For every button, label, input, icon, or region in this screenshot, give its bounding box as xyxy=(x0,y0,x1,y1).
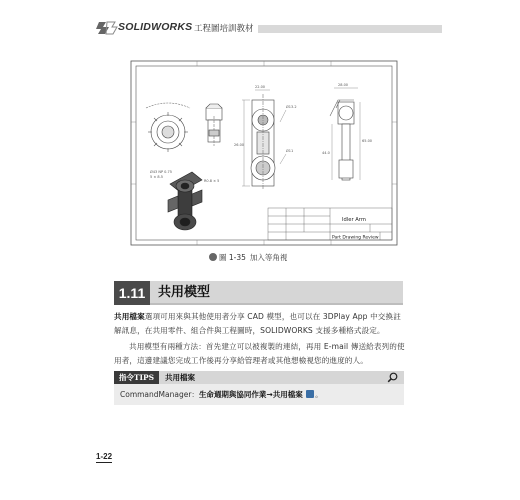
svg-text:5 × 8.5: 5 × 8.5 xyxy=(150,175,163,179)
header-brand: SOLIDWORKS xyxy=(118,21,193,33)
tips-tag: 指令TIPS xyxy=(114,371,159,384)
section-view xyxy=(251,94,275,190)
title-block-part-name: Idler Arm xyxy=(342,217,366,223)
page-number: 1-22 xyxy=(96,452,113,461)
svg-text:22.00: 22.00 xyxy=(255,85,266,89)
share-file-icon xyxy=(306,390,314,398)
paragraph-1 xyxy=(114,310,406,338)
tips-body xyxy=(114,384,404,405)
solidworks-logo-icon xyxy=(96,18,118,38)
command-tips-box xyxy=(114,371,404,405)
svg-text:65.00: 65.00 xyxy=(362,139,373,143)
header-bar xyxy=(258,25,442,33)
section-number: 1.11 xyxy=(114,281,150,305)
figure-marker-icon xyxy=(209,253,217,261)
tips-path-prefix: CommandManager： xyxy=(120,390,199,399)
tips-header xyxy=(114,371,404,384)
svg-text:26.00: 26.00 xyxy=(234,143,245,147)
paragraph-1-text: 選項可用來與其他使用者分享 CAD 模型，也可以在 3DPlay App 中交換註解訊息，在共用零件、組合件與工程圖時，SOLIDWORKS 支援多種格式設定。 xyxy=(114,312,401,335)
svg-text:Ø43 NP 0.75: Ø43 NP 0.75 xyxy=(150,170,172,174)
figure-caption-text: 加入等角視 xyxy=(249,253,288,262)
title-block-stamp: Part Drawing Review xyxy=(332,235,379,241)
paragraph-2: 共用模型有兩種方法：首先建立可以被複製的連結，再用 E-mail 傳送給表列的使用者，這邊建議您完成工作後再分享給管理者或其他想檢視您的進度的人。 xyxy=(114,342,405,365)
header-subtitle: 工程圖培訓教材 xyxy=(194,24,254,34)
page-header xyxy=(96,18,442,38)
section-heading xyxy=(114,281,403,305)
tips-path: 生命週期與協同作業→共用檔案 xyxy=(198,390,303,399)
svg-text:28.00: 28.00 xyxy=(338,83,349,87)
engineering-drawing xyxy=(130,60,398,246)
svg-text:Ø11: Ø11 xyxy=(286,149,294,153)
paragraph-1-keyword: 共用檔案 xyxy=(114,312,145,321)
svg-text:44.0: 44.0 xyxy=(322,151,330,155)
svg-text:Ø13.2: Ø13.2 xyxy=(286,105,297,109)
figure-number: 圖 1-35 xyxy=(219,253,246,262)
svg-text:R0.8 × 5: R0.8 × 5 xyxy=(204,179,220,183)
tips-title: 共用檔案 xyxy=(165,373,195,382)
side-view xyxy=(206,104,222,146)
search-icon xyxy=(387,372,398,383)
tips-path-suffix: 。 xyxy=(315,390,323,399)
section-title: 共用模型 xyxy=(158,285,211,300)
figure-caption xyxy=(209,252,287,263)
